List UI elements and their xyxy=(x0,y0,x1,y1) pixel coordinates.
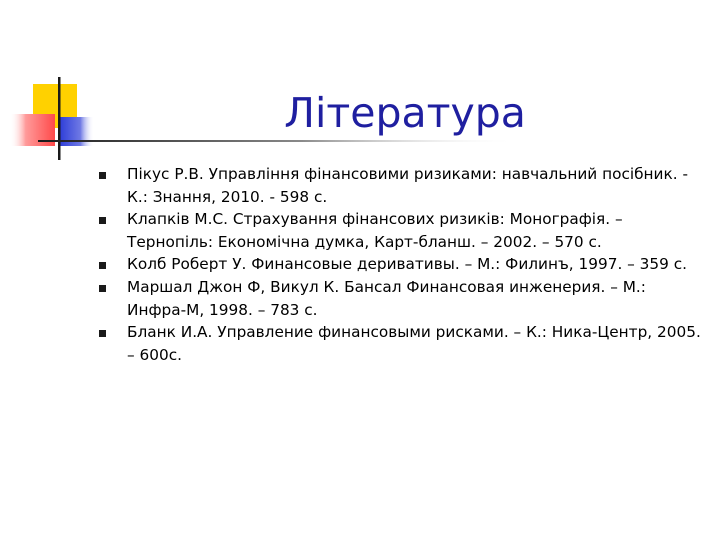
list-item xyxy=(96,163,701,208)
vertical-line xyxy=(58,77,61,160)
square-bullet-icon xyxy=(99,262,106,269)
list-item xyxy=(96,253,701,276)
square-bullet-icon xyxy=(99,217,106,224)
horizontal-line xyxy=(38,140,518,142)
list-item xyxy=(96,208,701,253)
list-item-text: Маршал Джон Ф, Викул К. Бансал Финансовая инженерия. – М.: Инфра-М, 1998. – 783 с. xyxy=(127,277,646,319)
list-item-text: Колб Роберт У. Финансовые деривативы. – М.: Филинъ, 1997. – 359 с. xyxy=(127,255,688,274)
list-item xyxy=(96,276,701,321)
slide-title: Література xyxy=(284,89,526,137)
list-item-text: Клапків М.С. Страхування фінансових ризиків: Монографія. – Тернопіль: Економічна думка, Карт-бланш. – 2002. – 570 с. xyxy=(127,210,623,251)
reference-list xyxy=(96,163,701,366)
square-bullet-icon xyxy=(99,285,106,292)
list-item-text: Бланк И.А. Управление финансовыми рисками. – К.: Ника-Центр, 2005. – 600с. xyxy=(127,323,701,364)
square-bullet-icon xyxy=(99,330,106,337)
list-item-text: Пікус Р.В. Управління фінансовими ризиками: навчальний посібник. - К.: Знання, 2010. - 598 с. xyxy=(127,165,688,206)
square-bullet-icon xyxy=(99,172,106,179)
list-item xyxy=(96,321,701,366)
